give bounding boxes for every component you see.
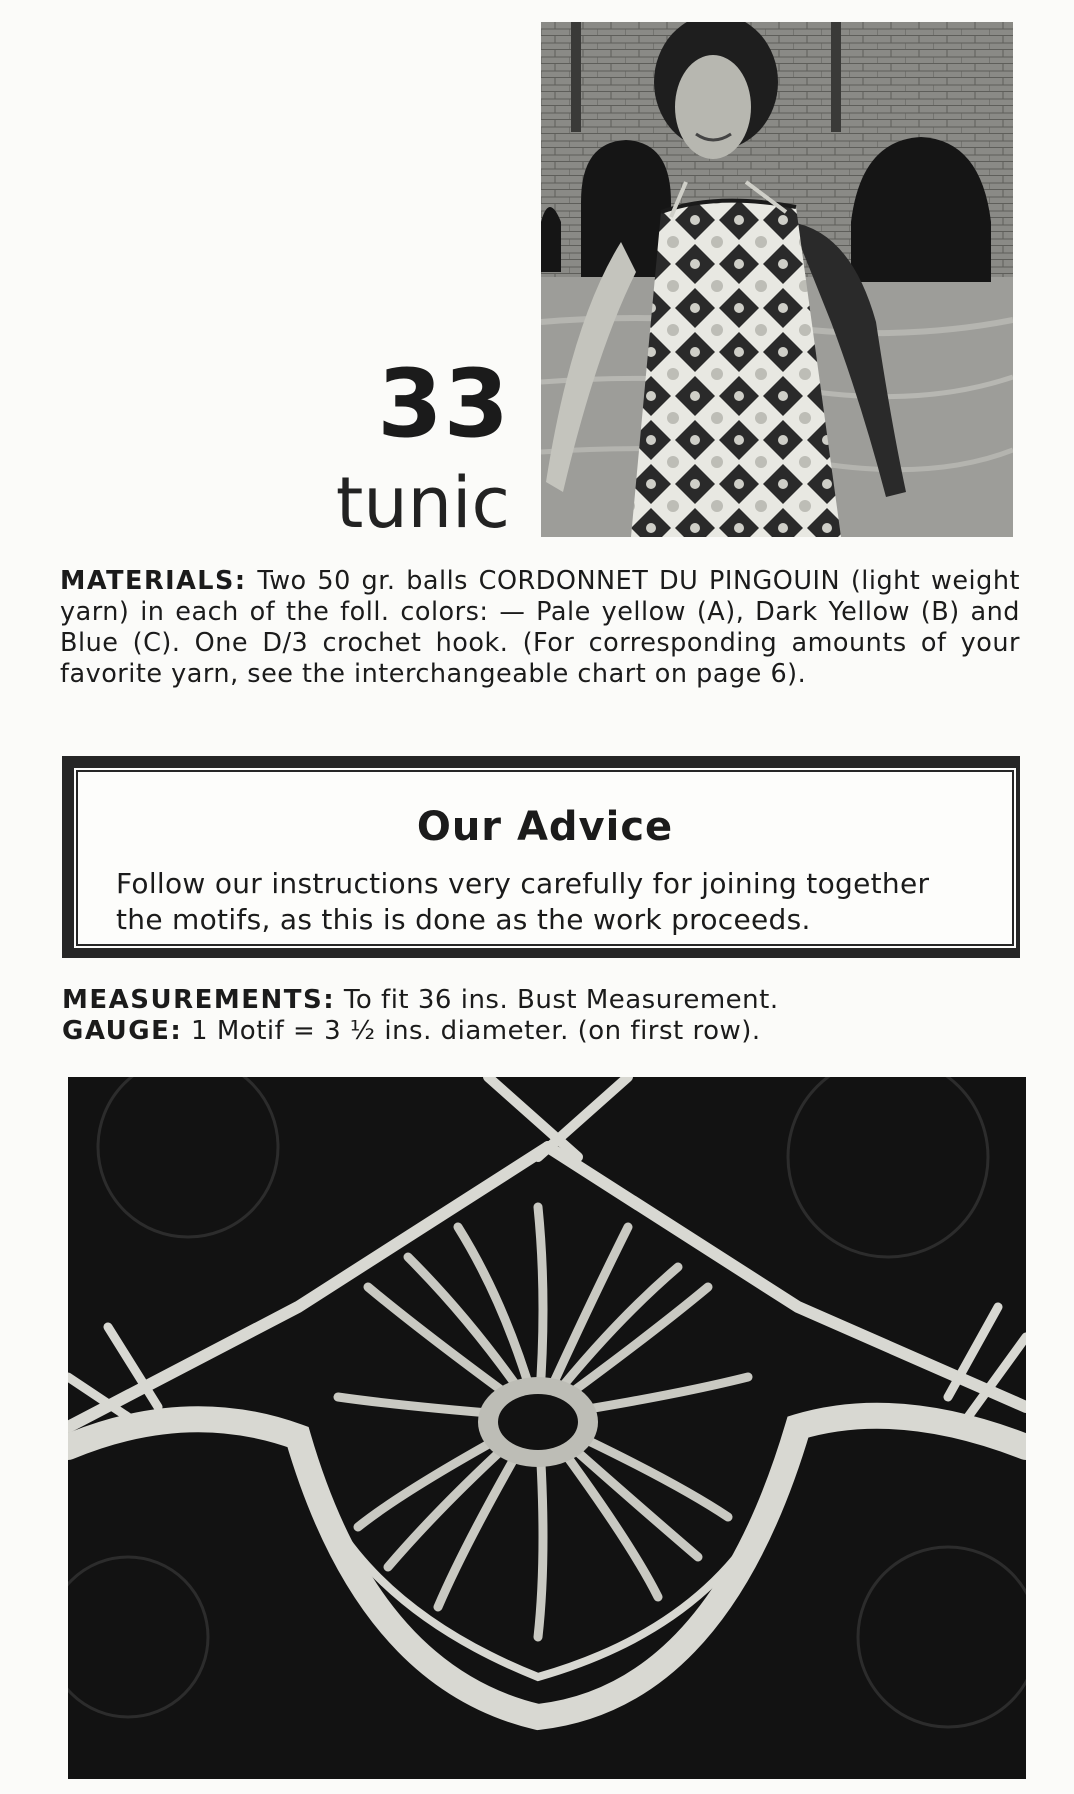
measurements-block [62,985,1022,1047]
advice-box [62,756,1020,958]
pattern-number: 33 [377,350,510,459]
advice-title: Our Advice [416,804,674,850]
materials-label: MATERIALS: [60,566,247,596]
gauge-text: 1 Motif = 3 ½ ins. diameter. (on first row). [191,1016,761,1046]
materials-text: Two 50 gr. balls CORDONNET DU PINGOUIN (light weight yarn) in each of the foll. colors: — Pale yellow (A), Dark Yellow (B) and Blue (C). One D/3 crochet hook. (For corresponding amounts of your favorite yarn, see the interchangeable chart on page 6). [60,566,1020,689]
materials-paragraph [60,566,1020,690]
gauge-label: GAUGE: [62,1016,183,1046]
crochet-motif-closeup-photo [68,1077,1026,1779]
gauge-line [62,1016,1022,1047]
pattern-name: tunic [335,462,510,544]
advice-text: Follow our instructions very carefully for joining together the motifs, as this is done as the work proceeds. [116,867,930,936]
measurements-text: To fit 36 ins. Bust Measurement. [343,985,779,1015]
tunic-model-photo [541,22,1013,537]
measurements-label: MEASUREMENTS: [62,985,336,1015]
measurements-line [62,985,1022,1016]
